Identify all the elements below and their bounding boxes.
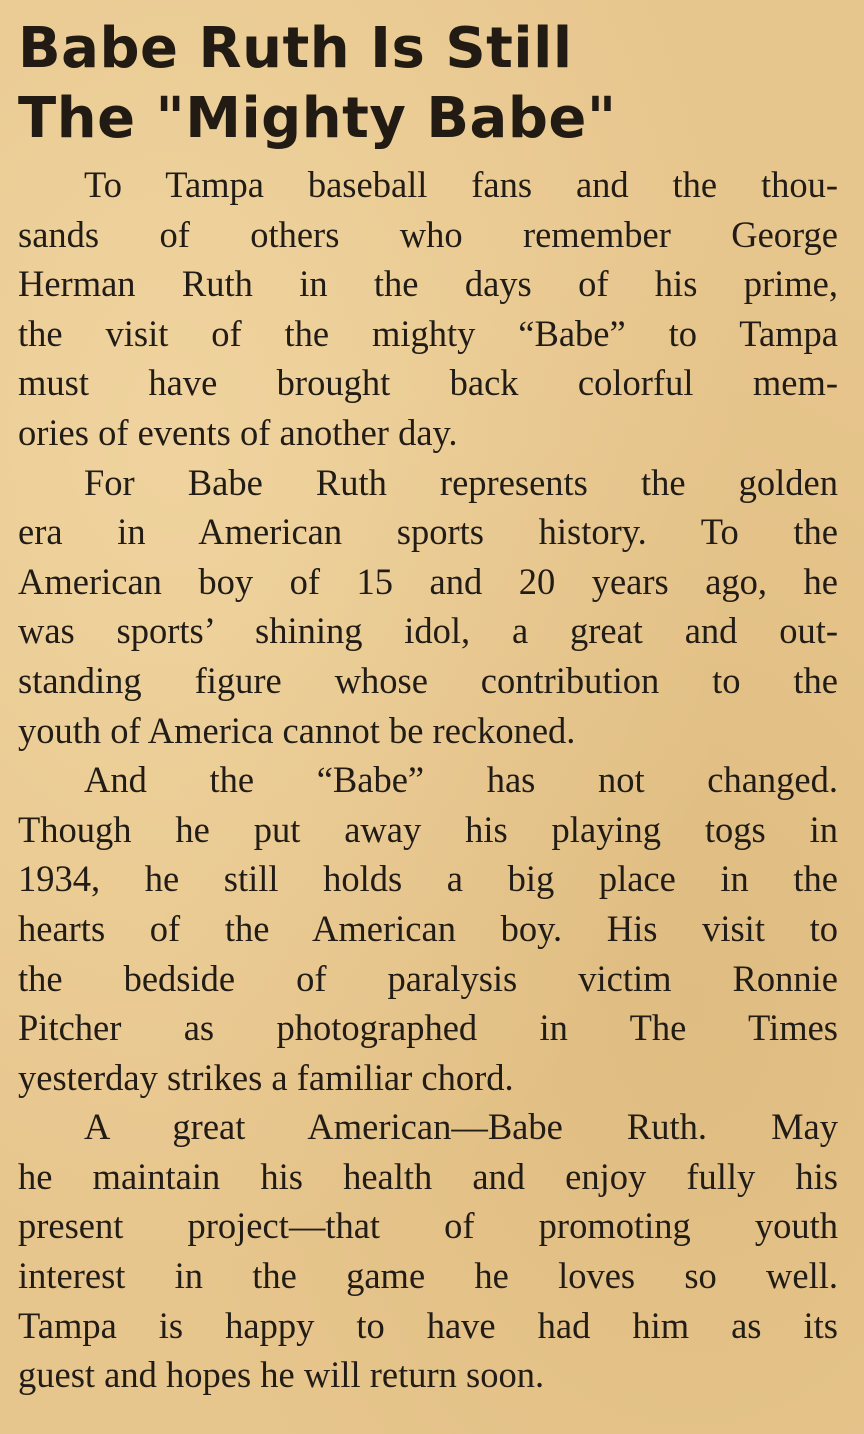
text-line: standing figure whose contribution to the [18,659,838,701]
text-line: hearts of the American boy. His visit to [18,907,838,949]
text-line: Though he put away his playing togs in [18,808,838,850]
text-line: the bedside of paralysis victim Ronnie [18,957,838,999]
text-line: guest and hopes he will return soon. [18,1354,545,1396]
text-line: present project—that of promoting youth [18,1205,838,1247]
text-line: To Tampa baseball fans and the thou- [84,164,838,205]
article-body [18,160,838,1400]
headline [18,14,838,154]
text-line: Tampa is happy to have had him as its [18,1304,838,1346]
paragraph [18,755,838,1102]
text-line: 1934, he still holds a big place in the [18,858,838,900]
text-line: the visit of the mighty “Babe” to Tampa [18,312,838,354]
text-line: youth of America cannot be reckoned. [18,709,576,751]
text-line: was sports’ shining idol, a great and out- [18,610,838,652]
headline-line: Babe Ruth Is Still [18,16,573,81]
text-line: interest in the game he loves so well. [18,1255,838,1297]
paragraph [18,458,838,756]
text-line: he maintain his health and enjoy fully his [18,1155,838,1197]
text-line: must have brought back colorful mem- [18,362,838,404]
headline-line: The "Mighty Babe" [18,86,617,151]
text-line: American boy of 15 and 20 years ago, he [18,560,838,602]
paragraph [18,1102,838,1400]
text-line: era in American sports history. To the [18,511,838,553]
text-line: And the “Babe” has not changed. [84,759,838,801]
text-line: A great American—Babe Ruth. May [84,1106,838,1148]
text-line: sands of others who remember George [18,213,838,255]
text-line: Herman Ruth in the days of his prime, [18,263,838,305]
text-line: For Babe Ruth represents the golden [84,461,838,503]
paragraph [18,160,838,458]
text-line: Pitcher as photographed in The Times [18,1007,838,1049]
text-line: yesterday strikes a familiar chord. [18,1056,514,1098]
text-line: ories of events of another day. [18,411,458,453]
